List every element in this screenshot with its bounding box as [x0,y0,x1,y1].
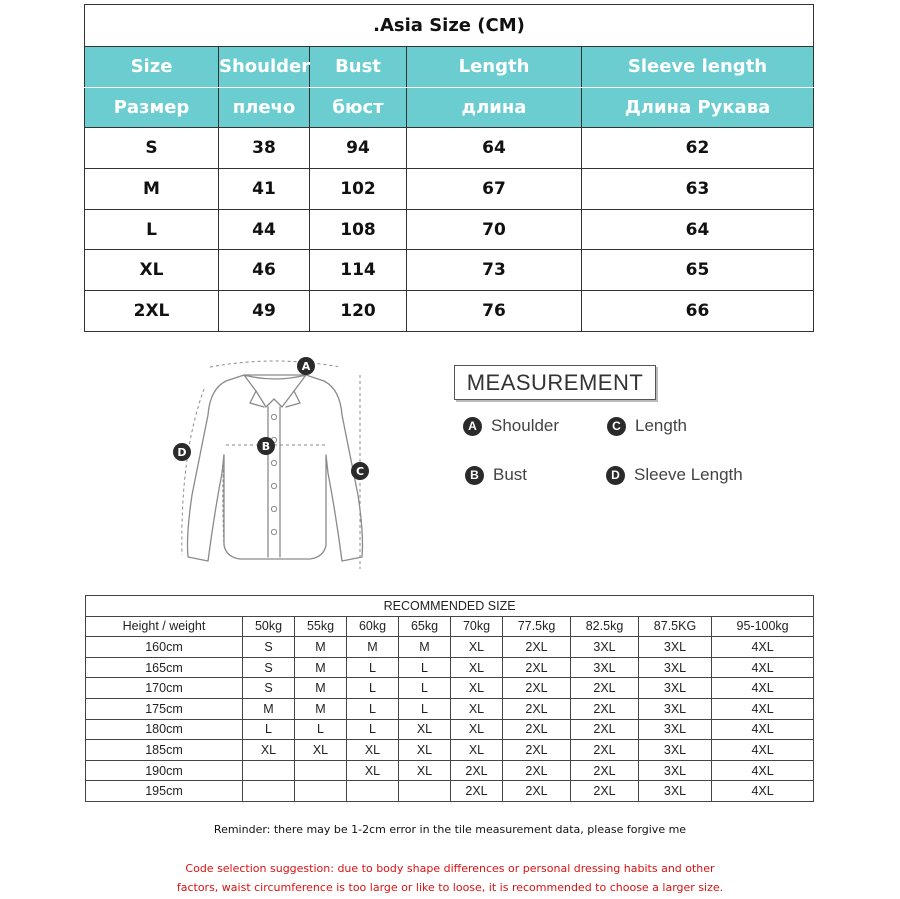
table-cell: XL [347,740,399,761]
table-cell: 114 [310,250,407,291]
header-length: Length [407,46,582,87]
table-cell: 73 [407,250,582,291]
table-cell: 3XL [639,637,712,658]
table-row [86,698,814,719]
size-chart-header-ru [85,87,814,128]
shirt-measurement-diagram [160,345,390,577]
table-cell: L [347,719,399,740]
table-cell: 120 [310,291,407,332]
table-cell: 160cm [86,637,243,658]
table-cell: 2XL [571,781,639,802]
reminder-note: Reminder: there may be 1-2cm error in the tile measurement data, please forgive me [213,823,687,836]
table-cell: 4XL [712,678,814,699]
table-row [85,291,814,332]
table-cell: 38 [219,128,310,169]
table-cell: XL [451,637,503,658]
table-cell: 3XL [639,657,712,678]
table-cell: 67 [407,168,582,209]
table-cell: 62 [582,128,814,169]
legend-label: Bust [493,465,528,484]
table-cell: 3XL [639,698,712,719]
table-cell: XL [451,698,503,719]
legend-label: Length [635,416,687,435]
table-cell: L [347,678,399,699]
table-cell: M [295,698,347,719]
table-cell [399,781,451,802]
badge-b-icon: B [465,466,484,485]
legend-item-shoulder [463,416,559,436]
table-cell: 3XL [571,657,639,678]
table-cell: 49 [219,291,310,332]
table-cell: 4XL [712,657,814,678]
diagram-badge-a [297,357,315,375]
table-cell: 2XL [503,781,571,802]
badge-a-icon: A [463,417,482,436]
recommended-header-cell: Height / weight [86,616,243,637]
header-sleeve-length-ru: Длина Рукава [582,87,814,128]
table-cell: M [85,168,219,209]
recommended-header-cell: 55kg [295,616,347,637]
diagram-badge-b [257,437,275,455]
table-cell: 3XL [571,637,639,658]
table-row [85,209,814,250]
table-cell: 4XL [712,719,814,740]
header-size-ru: Размер [85,87,219,128]
table-row [86,637,814,658]
svg-text:C: C [355,465,365,478]
table-cell: 4XL [712,698,814,719]
table-cell: 3XL [639,740,712,761]
badge-d-icon: D [606,466,625,485]
table-cell: 76 [407,291,582,332]
table-cell: 2XL [503,678,571,699]
table-cell: 2XL [503,719,571,740]
table-cell: 2XL [571,760,639,781]
table-cell: 2XL [571,698,639,719]
table-cell: XL [347,760,399,781]
table-cell [295,781,347,802]
table-cell: XL [451,678,503,699]
shirt-collar [244,375,306,407]
legend-label: Sleeve Length [634,465,743,484]
table-cell: S [85,128,219,169]
table-cell [347,781,399,802]
table-cell: XL [85,250,219,291]
table-row [85,250,814,291]
table-cell: 41 [219,168,310,209]
table-row [86,760,814,781]
table-cell: 108 [310,209,407,250]
diagram-badge-c [351,462,369,480]
table-cell: 65 [582,250,814,291]
table-cell: 2XL [85,291,219,332]
table-row [85,168,814,209]
table-cell: S [243,657,295,678]
table-cell: 2XL [571,719,639,740]
legend-label: Shoulder [491,416,560,435]
table-cell: 2XL [503,760,571,781]
recommended-header-cell: 70kg [451,616,503,637]
table-cell: 64 [407,128,582,169]
table-cell: 4XL [712,760,814,781]
table-cell: 2XL [503,740,571,761]
table-cell: 2XL [451,760,503,781]
recommended-header-cell: 50kg [243,616,295,637]
table-cell: 4XL [712,781,814,802]
table-cell: L [399,657,451,678]
table-cell: S [243,637,295,658]
header-size: Size [85,46,219,87]
suggestion-note-line1: Code selection suggestion: due to body shape differences or personal dressing habits and other [185,862,715,875]
recommended-header-cell: 95-100kg [712,616,814,637]
table-cell: 185cm [86,740,243,761]
recommended-title: RECOMMENDED SIZE [86,596,814,617]
table-cell: 44 [219,209,310,250]
table-cell: 190cm [86,760,243,781]
suggestion-note-line2: factors, waist circumference is too large or like to loose, it is recommended to choose a larger size. [176,881,724,894]
table-cell: 170cm [86,678,243,699]
size-chart-title: .Asia Size (CM) [85,5,814,47]
table-cell: 46 [219,250,310,291]
table-row [86,657,814,678]
table-cell: M [347,637,399,658]
table-cell: L [295,719,347,740]
table-row [86,719,814,740]
table-cell: XL [451,719,503,740]
table-cell: M [243,698,295,719]
legend-item-bust [465,465,527,485]
recommended-header-cell: 60kg [347,616,399,637]
table-cell: XL [399,740,451,761]
header-shoulder-ru: плечо [219,87,310,128]
header-shoulder: Shoulder [219,46,310,87]
table-cell: XL [243,740,295,761]
diagram-badge-d [173,443,191,461]
legend-item-sleeve-length [606,465,743,485]
table-cell: 2XL [503,637,571,658]
table-cell: 2XL [571,740,639,761]
table-cell: 175cm [86,698,243,719]
table-cell: M [295,637,347,658]
table-cell: 3XL [639,781,712,802]
header-sleeve-length: Sleeve length [582,46,814,87]
table-cell: S [243,678,295,699]
table-cell: 180cm [86,719,243,740]
badge-c-icon: C [607,417,626,436]
table-cell: 2XL [451,781,503,802]
table-cell: 64 [582,209,814,250]
recommended-header-row [86,616,814,637]
table-cell: XL [451,657,503,678]
size-chart-header-en [85,46,814,87]
table-cell: 3XL [639,719,712,740]
table-cell [243,760,295,781]
measurement-title: MEASUREMENT [454,365,656,400]
table-cell: 4XL [712,740,814,761]
table-cell: 4XL [712,637,814,658]
table-cell: L [399,698,451,719]
table-row [86,678,814,699]
svg-text:B: B [261,440,271,453]
table-cell: L [243,719,295,740]
table-cell: L [85,209,219,250]
table-cell: M [295,678,347,699]
recommended-header-cell: 65kg [399,616,451,637]
table-cell [295,760,347,781]
table-cell: 3XL [639,678,712,699]
table-cell: 2XL [503,698,571,719]
table-cell: 195cm [86,781,243,802]
table-cell: 2XL [503,657,571,678]
recommended-header-cell: 87.5KG [639,616,712,637]
recommended-size-table [85,595,814,802]
table-cell: XL [399,719,451,740]
header-length-ru: длина [407,87,582,128]
header-bust-ru: бюст [310,87,407,128]
size-chart-table [84,4,814,332]
table-cell: L [399,678,451,699]
table-cell: L [347,698,399,719]
svg-text:D: D [177,446,187,459]
table-cell: 94 [310,128,407,169]
table-cell: 66 [582,291,814,332]
table-cell: 3XL [639,760,712,781]
table-row [85,128,814,169]
table-cell: L [347,657,399,678]
recommended-header-cell: 77.5kg [503,616,571,637]
table-cell: 102 [310,168,407,209]
table-cell [243,781,295,802]
table-cell: XL [399,760,451,781]
legend-item-length [607,416,687,436]
table-cell: 70 [407,209,582,250]
table-cell: 165cm [86,657,243,678]
table-cell: M [399,637,451,658]
recommended-header-cell: 82.5kg [571,616,639,637]
svg-text:A: A [301,360,311,373]
header-bust: Bust [310,46,407,87]
table-cell: M [295,657,347,678]
table-cell: XL [295,740,347,761]
table-row [86,781,814,802]
table-row [86,740,814,761]
table-cell: 63 [582,168,814,209]
table-cell: XL [451,740,503,761]
table-cell: 2XL [571,678,639,699]
